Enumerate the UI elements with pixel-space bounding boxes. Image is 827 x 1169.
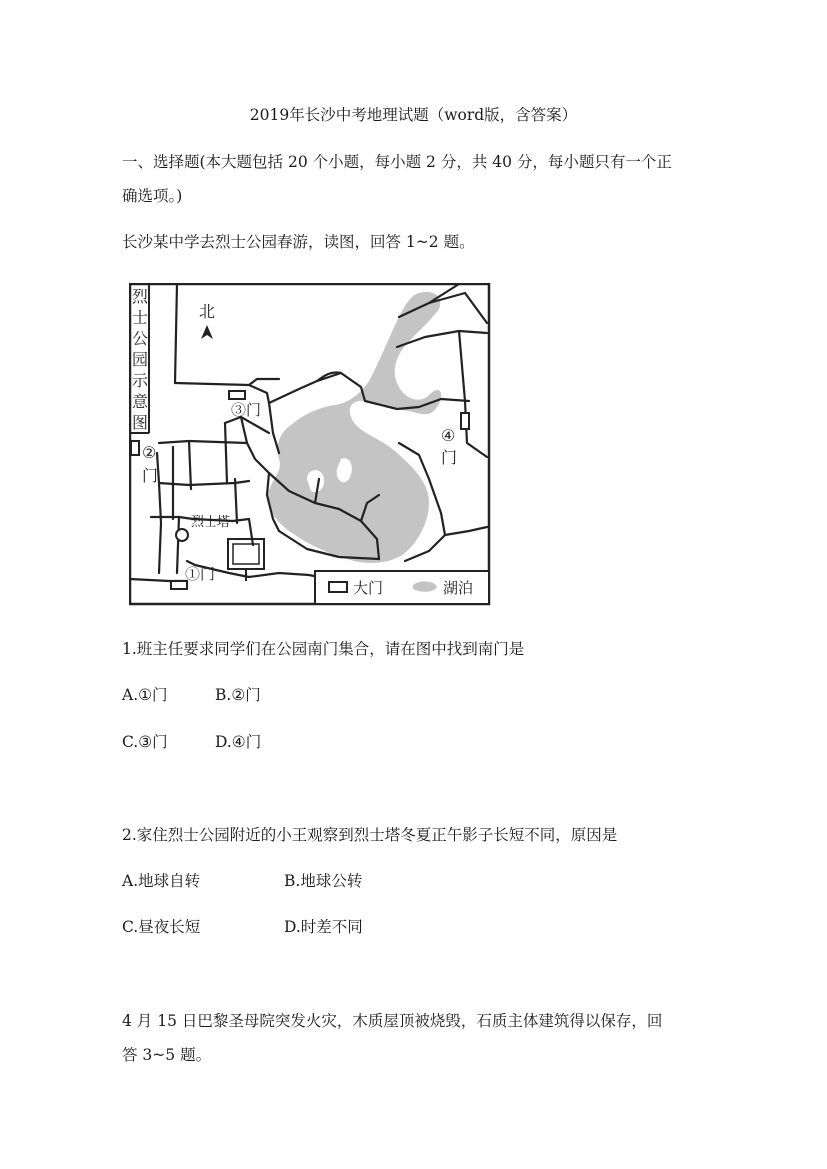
tower-marker-icon: [176, 529, 188, 541]
title-char: 公: [131, 329, 149, 348]
title-char: 烈: [131, 287, 149, 306]
section-heading: 一、选择题(本大题包括 20 个小题，每小题 2 分，共 40 分，每小题只有一个正: [122, 153, 672, 171]
q1-option-c[interactable]: C.③门: [122, 733, 168, 751]
q1-option-d[interactable]: D.④门: [215, 733, 262, 751]
gate-2-number: ②: [142, 443, 157, 462]
question-1-stem: 1.班主任要求同学们在公园南门集合，请在图中找到南门是: [122, 640, 525, 658]
title-char: 图: [131, 413, 149, 432]
gate-1-label: ①门: [185, 565, 216, 583]
gate-3-marker: [229, 391, 245, 399]
intro-questions-1-2: 长沙某中学去烈士公园春游，读图，回答 1~2 题。: [122, 233, 475, 251]
park-map: [129, 283, 491, 607]
section-heading-continued: 确选项。): [122, 187, 183, 205]
question-2-stem: 2.家住烈士公园附近的小王观察到烈士塔冬夏正午影子长短不同，原因是: [122, 826, 618, 844]
legend-lake-label: 湖泊: [443, 579, 474, 597]
gate-4-number: ④: [441, 426, 456, 445]
park-map-svg: [129, 283, 491, 607]
gate-3-label: ③门: [231, 401, 262, 419]
gate-2-marker: [131, 441, 139, 455]
q1-option-b[interactable]: B.②门: [215, 686, 261, 704]
gate-4-marker: [461, 413, 469, 429]
q2-option-c[interactable]: C.昼夜长短: [122, 918, 201, 936]
title-char: 示: [131, 371, 149, 390]
tower-label: 烈士塔: [191, 515, 231, 530]
q2-option-b[interactable]: B.地球公转: [284, 872, 363, 890]
intro-questions-3-5: 4 月 15 日巴黎圣母院突发火灾，木质屋顶被烧毁，石质主体建筑得以保存，回: [122, 1012, 663, 1030]
page-title: 2019年长沙中考地理试题（word版，含答案）: [249, 106, 578, 124]
q2-option-a[interactable]: A.地球自转: [122, 872, 201, 890]
vertical-title: [132, 287, 149, 432]
north-label: 北: [198, 302, 216, 321]
gate-2-char: 门: [142, 466, 159, 485]
gate-4-char: 门: [441, 448, 458, 467]
title-char: 士: [131, 308, 149, 327]
q1-option-a[interactable]: A.①门: [122, 686, 168, 704]
legend-gate-label: 大门: [353, 579, 384, 597]
title-char: 园: [131, 350, 149, 369]
q2-option-d[interactable]: D.时差不同: [284, 918, 363, 936]
intro-questions-3-5-continued: 答 3~5 题。: [122, 1046, 212, 1064]
title-char: 意: [131, 392, 149, 411]
gate-legend-icon: [329, 582, 347, 592]
